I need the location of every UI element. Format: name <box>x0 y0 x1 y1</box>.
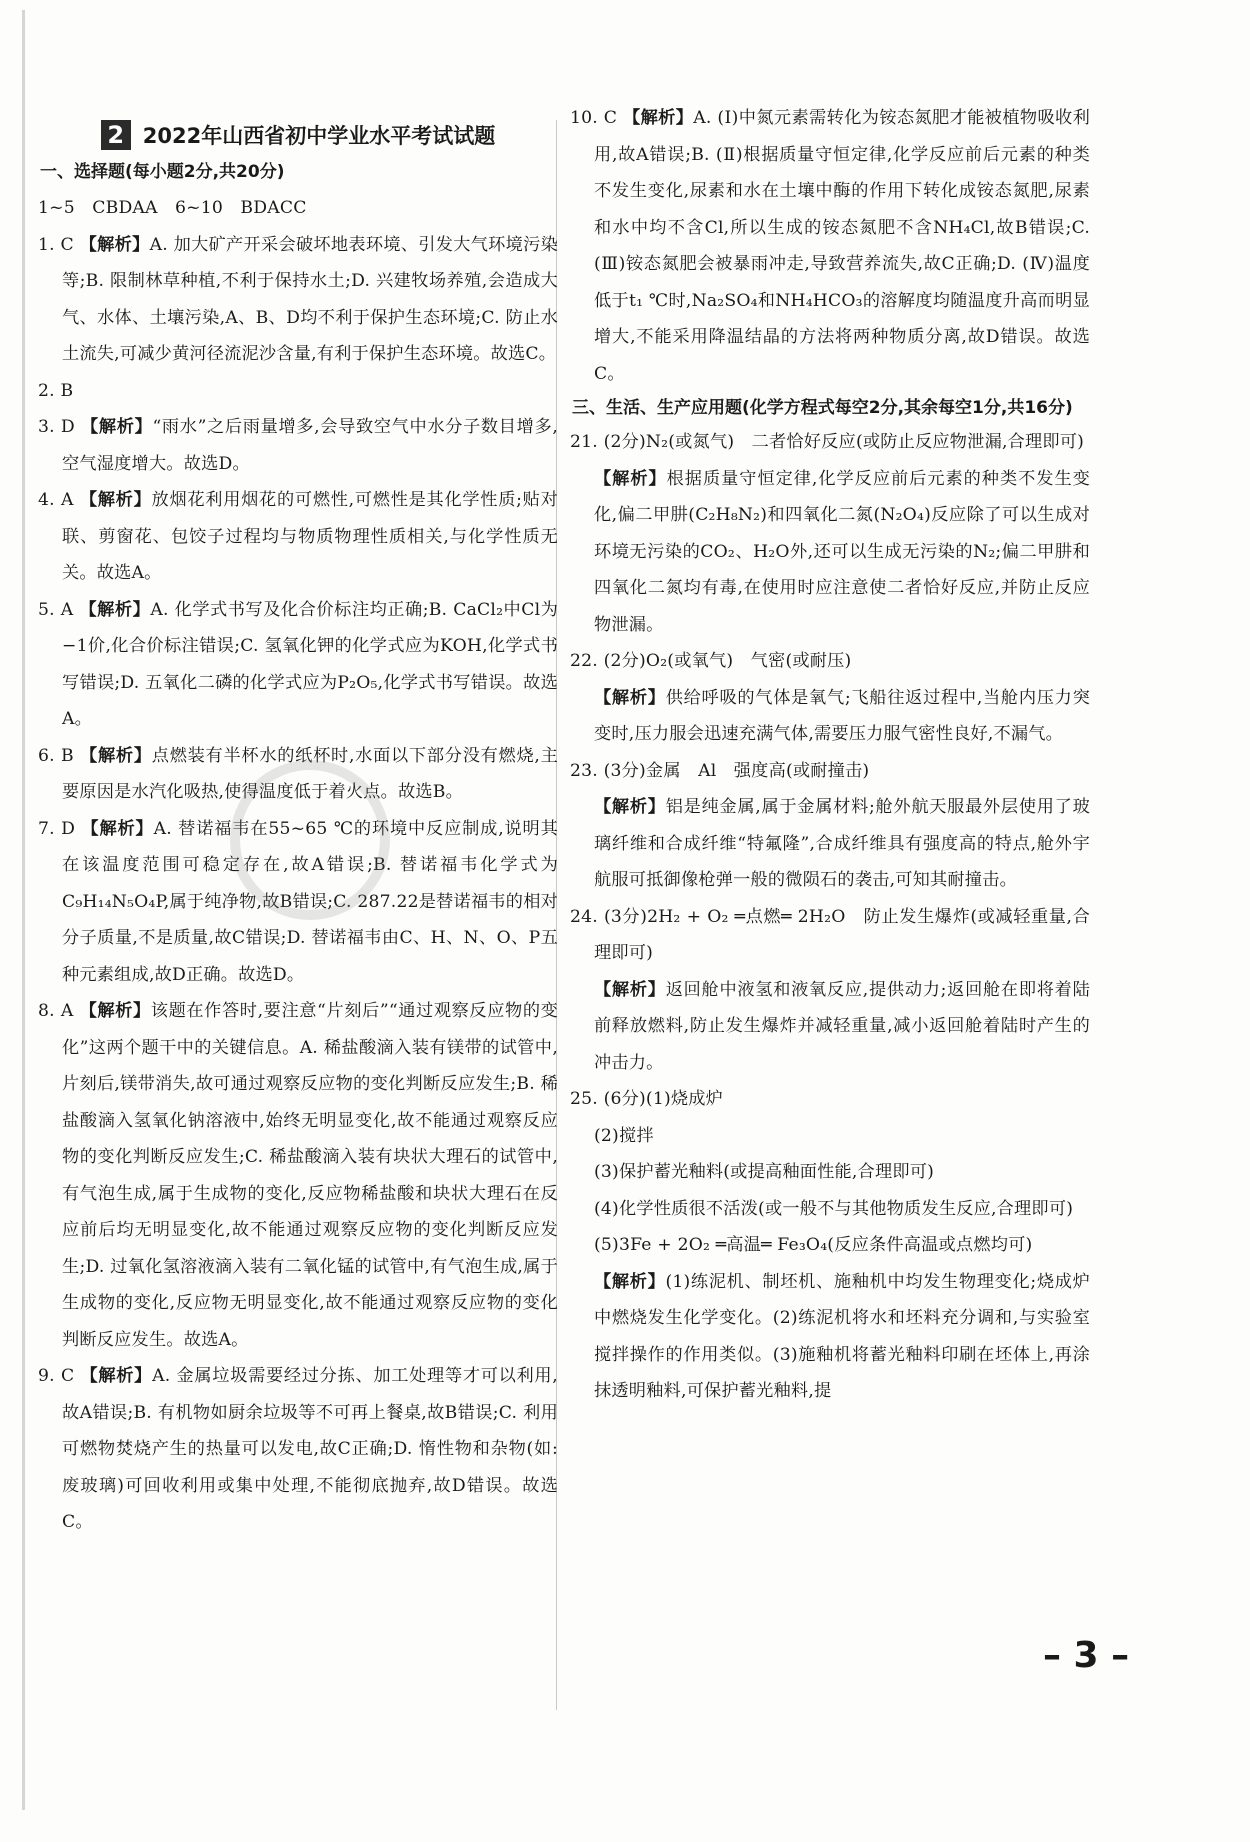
left-item-6: 6. B 【解析】点燃装有半杯水的纸杯时,水面以下部分没有燃烧,主要原因是水汽化吸热,使得温度低于着火点。故选B。 <box>38 745 558 802</box>
answer-21: 21. (2分)N₂(或氮气) 二者恰好反应(或防止反应物泄漏,合理即可) <box>570 432 1085 452</box>
left-item-7: 7. D 【解析】A. 替诺福韦在55~65 ℃的环境中反应制成,说明其在该温度范围可稳定存在,故A错误;B. 替诺福韦化学式为C₉H₁₄N₅O₄P,属于纯净物,故B错误;C. 287.22是替诺福韦的相对分子质量,不是质量,故C错误;D. 替诺福韦由C、H、N、O、P五种元素组成,故D正确。故选D。 <box>38 818 558 985</box>
left-item-5: 5. A 【解析】A. 化学式书写及化合价标注均正确;B. CaCl₂中Cl为−1价,化合价标注错误;C. 氢氧化钾的化学式应为KOH,化学式书写错误;D. 五氧化二磷的化学式应为P₂O₅,化学式书写错误。故选A。 <box>38 599 558 729</box>
right-column <box>570 100 1090 1410</box>
analysis-21: 【解析】根据质量守恒定律,化学反应前后元素的种类不发生变化,偏二甲肼(C₂H₈N₂)和四氧化二氮(N₂O₄)反应除了可以生成对环境无污染的CO₂、H₂O外,还可以生成无污染的N₂;偏二甲肼和四氧化二氮均有毒,在使用时应注意使二者恰好反应,并防止反应物泄漏。 <box>594 468 1090 635</box>
answer-key: 1~5 CBDAA 6~10 BDACC <box>38 198 307 218</box>
page-edge <box>22 10 25 1810</box>
title-text: 2022年山西省初中学业水平考试试题 <box>142 124 496 148</box>
page-number: – 3 – <box>1043 1635 1130 1676</box>
left-item-9: 9. C 【解析】A. 金属垃圾需要经过分拣、加工处理等才可以利用,故A错误;B. 有机物如厨余垃圾等不可再上餐桌,故B错误;C. 利用可燃物焚烧产生的热量可以发电,故C正确;D. 惰性物和杂物(如:废玻璃)可回收利用或集中处理,不能彻底抛弃,故D错误。故选C。 <box>38 1366 558 1532</box>
left-item-2: 2. B <box>38 380 74 401</box>
analysis-23: 【解析】铝是纯金属,属于金属材料;舱外航天服最外层使用了玻璃纤维和合成纤维“特氟隆”,合成纤维具有强度高的特点,舱外宇航服可抵御像枪弹一般的微陨石的袭击,可知其耐撞击。 <box>594 797 1090 890</box>
answer-23: 23. (3分)金属 Al 强度高(或耐撞击) <box>570 760 870 781</box>
left-item-8: 8. A 【解析】该题在作答时,要注意“片刻后”“通过观察反应物的变化”这两个题干中的关键信息。A. 稀盐酸滴入装有镁带的试管中,片刻后,镁带消失,故可通过观察反应物的变化判断反应发生;B. 稀盐酸滴入氢氧化钠溶液中,始终无明显变化,故不能通过观察反应物的变化判断反应发生;C. 稀盐酸滴入装有块状大理石的试管中,有气泡生成,属于生成物的变化,反应物稀盐酸和块状大理石在反应前后均无明显变化,故不能通过观察反应物的变化判断反应发生;D. 过氧化氢溶液滴入装有二氧化锰的试管中,有气泡生成,属于生成物的变化,反应物无明显变化,故不能通过观察反应物的变化判断反应发生。故选A。 <box>38 1001 558 1350</box>
right-item-10: 10. C 【解析】A. (Ⅰ)中氮元素需转化为铵态氮肥才能被植物吸收利用,故A错误;B. (Ⅱ)根据质量守恒定律,化学反应前后元素的种类不发生变化,尿素和水在土壤中酶的作用下转化成铵态氮肥,尿素和水中均不含Cl,所以生成的铵态氮肥不含NH₄Cl,故B错误;C. (Ⅲ)铵态氮肥会被暴雨冲走,导致营养流失,故C正确;D. (Ⅳ)温度低于t₁ ℃时,Na₂SO₄和NH₄HCO₃的溶解度均随温度升高而明显增大,不能采用降温结晶的方法将两种物质分离,故D错误。故选C。 <box>570 108 1091 384</box>
analysis-24: 【解析】返回舱中液氢和液氧反应,提供动力;返回舱在即将着陆前释放燃料,防止发生爆炸并减轻重量,减小返回舱着陆时产生的冲击力。 <box>594 979 1090 1073</box>
answer-22: 22. (2分)O₂(或氧气) 气密(或耐压) <box>570 651 852 671</box>
page-title <box>38 120 558 150</box>
analysis-25: 【解析】(1)练泥机、制坯机、施釉机中均发生物理变化;烧成炉中燃烧发生化学变化。(2)练泥机将水和坯料充分调和,与实验室搅拌操作的作用类似。(3)施釉机将蓄光釉料印刷在坯体上,再涂抹透明釉料,可保护蓄光釉料,提 <box>594 1271 1090 1401</box>
title-badge: 2 <box>101 120 131 150</box>
answer-25-line-4: (4)化学性质很不活泼(或一般不与其他物质发生反应,合理即可) <box>594 1198 1074 1219</box>
left-column <box>38 118 558 1541</box>
answer-25-head: 25. (6分)(1)烧成炉 <box>570 1089 724 1109</box>
section-heading-3: 三、生活、生产应用题(化学方程式每空2分,其余每空1分,共16分) <box>572 398 1073 418</box>
answer-25-line-2: (2)搅拌 <box>594 1125 654 1146</box>
left-item-3: 3. D 【解析】“雨水”之后雨量增多,会导致空气中水分子数目增多,空气湿度增大。故选D。 <box>38 417 558 474</box>
analysis-22: 【解析】供给呼吸的气体是氧气;飞船往返过程中,当舱内压力突变时,压力服会迅速充满气体,需要压力服气密性良好,不漏气。 <box>594 687 1090 744</box>
section-heading-1: 一、选择题(每小题2分,共20分) <box>40 162 285 182</box>
answer-24: 24. (3分)2H₂ + O₂ ═点燃═ 2H₂O 防止发生爆炸(或减轻重量,合理即可) <box>570 906 1090 963</box>
answer-25-line-3: (3)保护蓄光釉料(或提高釉面性能,合理即可) <box>594 1162 935 1182</box>
answer-25-line-5: (5)3Fe + 2O₂ ═高温═ Fe₃O₄(反应条件高温或点燃均可) <box>594 1235 1033 1255</box>
left-item-4: 4. A 【解析】放烟花利用烟花的可燃性,可燃性是其化学性质;贴对联、剪窗花、包饺子过程均与物质物理性质相关,与化学性质无关。故选A。 <box>38 490 558 583</box>
left-item-1: 1. C 【解析】A. 加大矿产开采会破坏地表环境、引发大气环境污染等;B. 限制林草种植,不利于保持水土;D. 兴建牧场养殖,会造成大气、水体、土壤污染,A、B、D均不利于保护生态环境;C. 防止水土流失,可减少黄河径流泥沙含量,有利于保护生态环境。故选C。 <box>38 234 558 364</box>
